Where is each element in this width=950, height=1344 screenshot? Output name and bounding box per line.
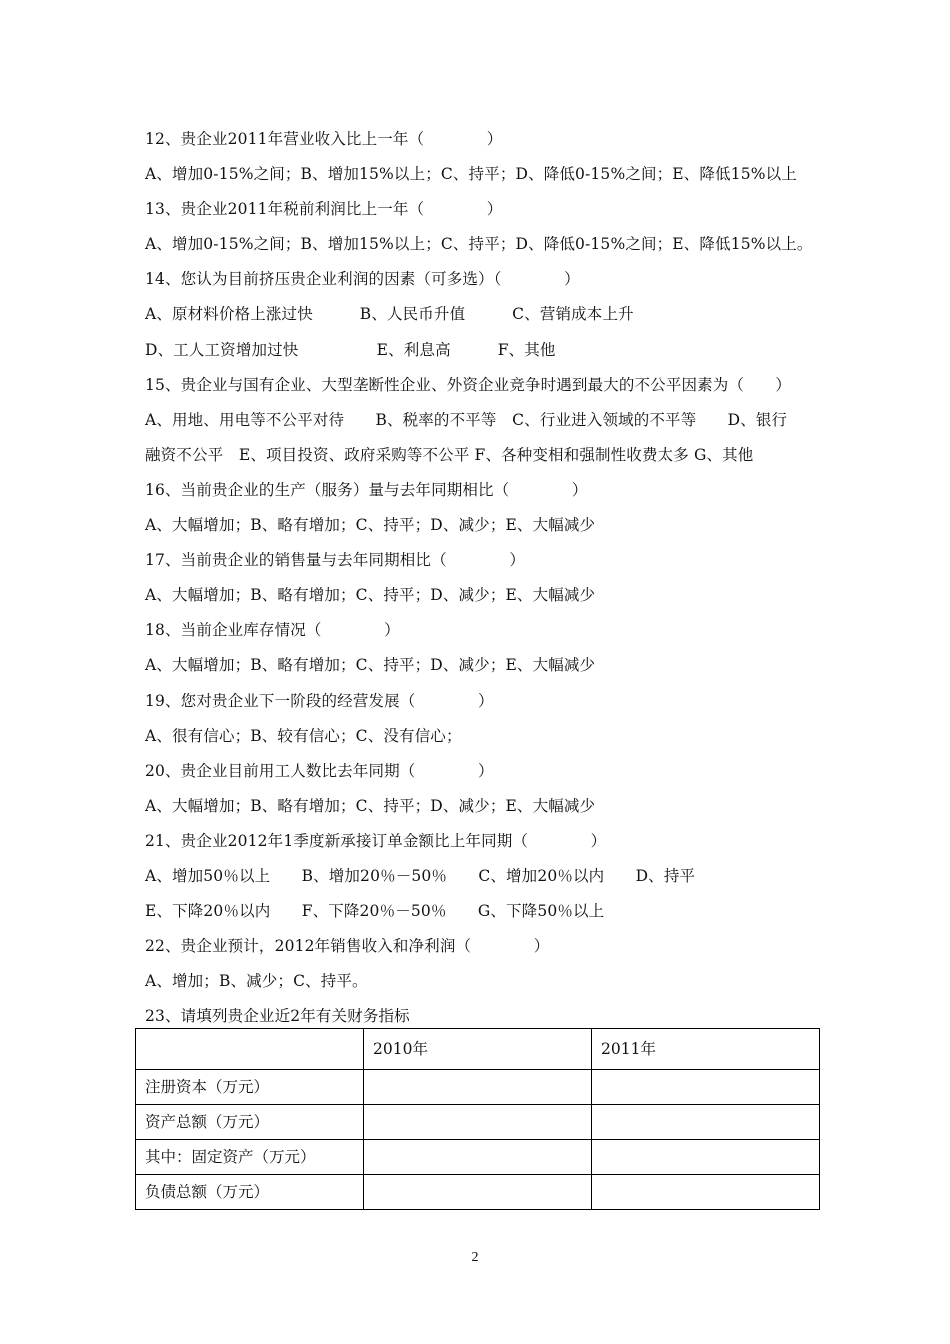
table-header-row <box>136 1029 820 1070</box>
page-number: 2 <box>471 1250 479 1265</box>
table-row <box>136 1070 820 1105</box>
question-23: 23、请填列贵企业近2年有关财务指标 <box>145 1007 410 1026</box>
question-16-options: A、大幅增加；B、略有增加；C、持平；D、减少；E、大幅减少 <box>145 516 596 535</box>
question-22: 22、贵企业预计，2012年销售收入和净利润（ ） <box>145 937 550 956</box>
table-row <box>136 1140 820 1175</box>
question-17: 17、当前贵企业的销售量与去年同期相比（ ） <box>145 551 525 570</box>
question-15: 15、贵企业与国有企业、大型垄断性企业、外资企业竞争时遇到最大的不公平因素为（ ） <box>145 375 792 394</box>
input-cell-fixed-assets-2010[interactable] <box>364 1140 592 1175</box>
question-14: 14、您认为目前挤压贵企业利润的因素（可多选）（ ） <box>145 270 580 289</box>
question-12-options: A、增加0-15%之间；B、增加15%以上；C、持平；D、降低0-15%之间；E、降低15%以上 <box>145 165 797 184</box>
question-13-options: A、增加0-15%之间；B、增加15%以上；C、持平；D、降低0-15%之间；E、降低15%以上。 <box>145 235 813 254</box>
question-18: 18、当前企业库存情况（ ） <box>145 621 400 640</box>
question-13: 13、贵企业2011年税前利润比上一年（ ） <box>145 200 503 219</box>
table-header-cell-2010: 2010年 <box>364 1029 592 1070</box>
table-row <box>136 1105 820 1140</box>
question-21-options-row-1: A、增加50％以上 B、增加20％－50％ C、增加20％以内 D、持平 <box>145 866 696 885</box>
question-12: 12、贵企业2011年营业收入比上一年（ ） <box>145 130 503 148</box>
question-20-options: A、大幅增加；B、略有增加；C、持平；D、减少；E、大幅减少 <box>145 796 596 815</box>
table-header-cell-2011: 2011年 <box>592 1029 820 1070</box>
question-22-options: A、增加；B、减少；C、持平。 <box>145 972 368 991</box>
question-15-options-row-1: A、用地、用电等不公平对待 B、税率的不平等 C、行业进入领域的不平等 D、银行 <box>145 410 788 429</box>
question-16: 16、当前贵企业的生产（服务）量与去年同期相比（ ） <box>145 480 588 499</box>
input-cell-total-liabilities-2011[interactable] <box>592 1175 820 1210</box>
question-19: 19、您对贵企业下一阶段的经营发展（ ） <box>145 691 494 710</box>
question-18-options: A、大幅增加；B、略有增加；C、持平；D、减少；E、大幅减少 <box>145 656 596 675</box>
question-14-options-row-1: A、原材料价格上涨过快 B、人民币升值 C、营销成本上升 <box>145 305 634 324</box>
input-cell-total-liabilities-2010[interactable] <box>364 1175 592 1210</box>
row-label-total-assets: 资产总额（万元） <box>136 1105 364 1140</box>
input-cell-registered-capital-2010[interactable] <box>364 1070 592 1105</box>
questionnaire-text <box>145 122 825 1034</box>
question-14-options-row-2: D、工人工资增加过快 E、利息高 F、其他 <box>145 340 556 359</box>
row-label-registered-capital: 注册资本（万元） <box>136 1070 364 1105</box>
financial-indicators-table <box>135 1028 820 1210</box>
input-cell-registered-capital-2011[interactable] <box>592 1070 820 1105</box>
input-cell-total-assets-2011[interactable] <box>592 1105 820 1140</box>
row-label-total-liabilities: 负债总额（万元） <box>136 1175 364 1210</box>
row-label-fixed-assets: 其中：固定资产（万元） <box>136 1140 364 1175</box>
question-15-options-row-2: 融资不公平 E、项目投资、政府采购等不公平 F、各种变相和强制性收费太多 G、其他 <box>145 445 754 464</box>
input-cell-total-assets-2010[interactable] <box>364 1105 592 1140</box>
table-row <box>136 1175 820 1210</box>
input-cell-fixed-assets-2011[interactable] <box>592 1140 820 1175</box>
question-21: 21、贵企业2012年1季度新承接订单金额比上年同期（ ） <box>145 831 607 850</box>
question-20: 20、贵企业目前用工人数比去年同期（ ） <box>145 761 494 780</box>
question-19-options: A、很有信心；B、较有信心；C、没有信心； <box>145 726 462 745</box>
table-header-cell <box>136 1029 364 1070</box>
question-21-options-row-2: E、下降20％以内 F、下降20％－50％ G、下降50％以上 <box>145 902 605 921</box>
question-17-options: A、大幅增加；B、略有增加；C、持平；D、减少；E、大幅减少 <box>145 586 596 605</box>
